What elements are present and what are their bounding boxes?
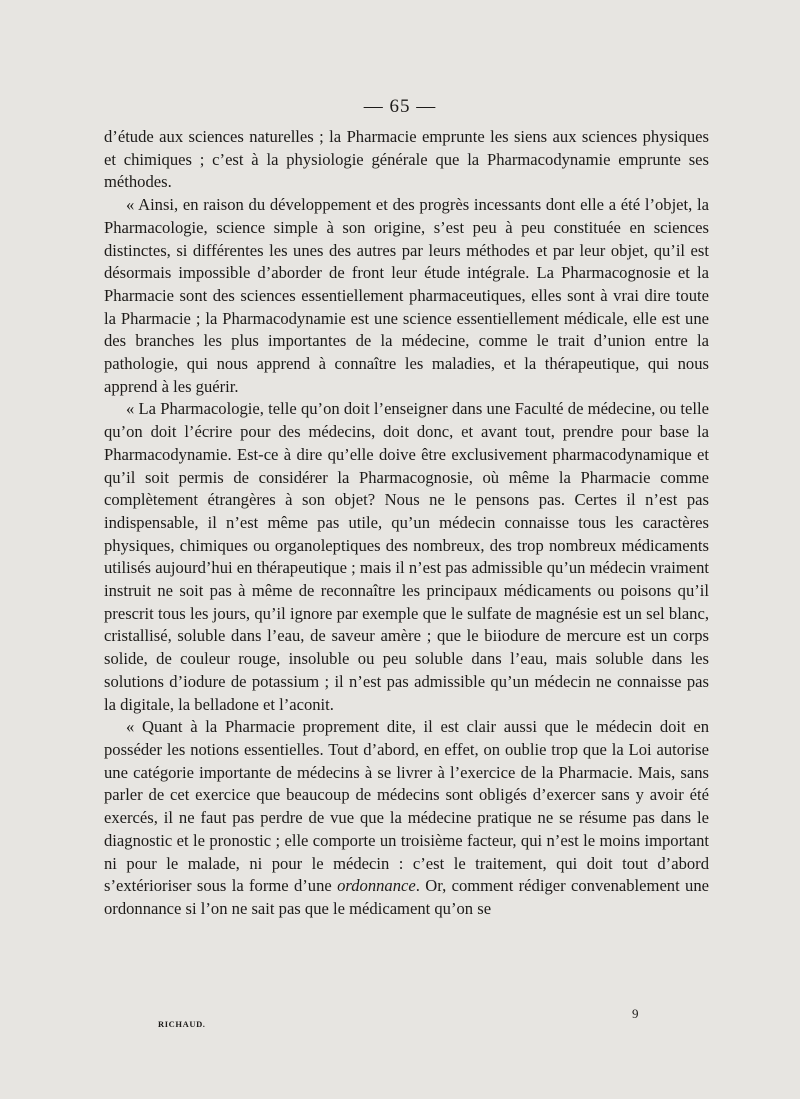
paragraph-4-text-b: . Or, comment rédiger convenablement une ordonnance si l’on ne sait pas que le médicament qu’on se — [104, 876, 710, 918]
paragraph-3 — [104, 398, 709, 716]
paragraph-3-text: « La Pharmacologie, telle qu’on doit l’enseigner dans une Faculté de médecine, ou telle qu’on doit l’écrire pour des médecins, doit donc, et avant tout, prendre pour base la Pharmacodynamie. Est-ce à dire qu’elle doive être exclusivement pharmacodynamique et qu’il soit permis de considérer la Pharmacognosie, où même la Pharmacie comme complètement étrangères à son objet? Nous ne le pensons pas. Certes il n’est pas indispensable, il n’est même pas utile, qu’un médecin connaisse tous les caractères physiques, chimiques ou organoleptiques des nombreux, des trop nombreux médicaments utilisés aujourd’hui en thérapeutique ; mais il n’est pas admissible qu’un médecin vraiment instruit ne soit pas à même de reconnaître les principaux médicaments ou poisons qu’il prescrit tous les jours, qu’il ignore par exemple que le sulfate de magnésie est un sel blanc, cristallisé, soluble dans l’eau, de saveur amère ; que le biiodure de mercure est un corps solide, de couleur rouge, insoluble ou peu soluble dans l’eau, mais soluble dans les solutions d’iodure de potassium ; il n’est pas admissible qu’un médecin ne connaisse pas la digitale, la belladone et l’aconit. — [104, 399, 709, 714]
paragraph-4-italic-word: ordonnance — [337, 876, 416, 896]
paragraph-1 — [104, 126, 709, 194]
paragraph-2-text: « Ainsi, en raison du développement et des progrès incessants dont elle a été l’objet, la Pharmacologie, science simple à son origine, s’est peu à peu constituée en sciences distinctes, si différentes les unes des autres par leurs méthodes et par leur objet, qu’il est désormais impossible d’aborder de front leur étude intégrale. La Pharmacognosie et la Pharmacie sont des sciences essentiellement pharmaceutiques, elles sont à vrai dire toute la Pharmacie ; la Pharmacodynamie est une science essentiellement médicale, elle est une des branches les plus importantes de la médecine, comme le trait d’union entre la pathologie, qui nous apprend à connaître les maladies, et la thérapeutique, qui nous apprend à les guérir. — [104, 195, 709, 396]
footer-signature-mark: 9 — [632, 1006, 639, 1021]
paragraph-1-text: d’étude aux sciences naturelles ; la Pharmacie emprunte les siens aux sciences physiques et chimiques ; c’est à la physiologie générale que la Pharmacodynamie emprunte ses méthodes. — [104, 127, 709, 192]
paragraph-4-text-a: « Quant à la Pharmacie proprement dite, il est clair aussi que le médecin doit en posséder les notions essentielles. Tout d’abord, en effet, on oublie trop que la Loi autorise une catégorie importante de médecins à se livrer à l’exercice de la Pharmacie. Mais, sans parler de cet exercice que beaucoup de médecins sont obligés d’exercer sans y avoir été exercés, il ne faut pas perdre de vue que la médecine pratique ne se résume pas dans le diagnostic et le pronostic ; elle comporte un troisième facteur, qui n’est le moins important ni pour le malade, ni pour le médecin : c’est le traitement, qui doit tout d’abord s’extérioriser sous la forme d’une — [104, 717, 709, 896]
paragraph-4 — [104, 716, 709, 920]
paragraph-2 — [104, 194, 709, 398]
body-text — [104, 126, 709, 921]
footer-signature: RICHAUD. — [158, 1019, 206, 1029]
page-number: — 65 — — [363, 96, 437, 117]
